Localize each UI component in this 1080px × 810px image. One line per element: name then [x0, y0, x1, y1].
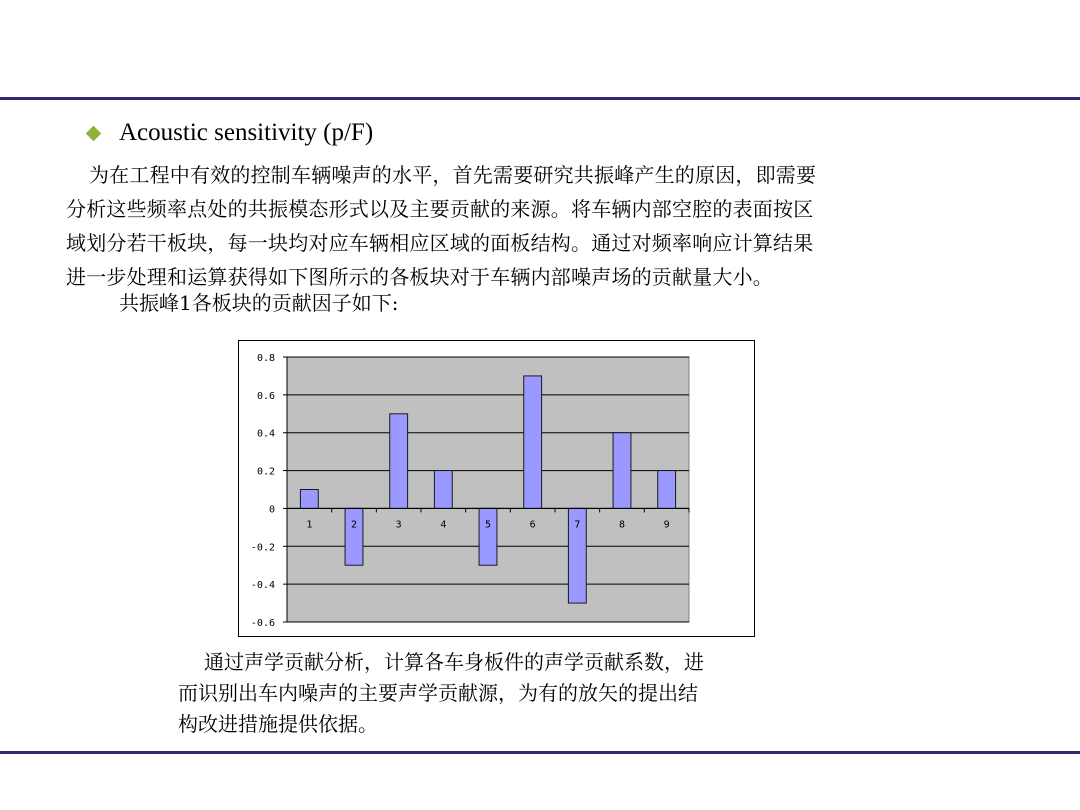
top-rule	[0, 97, 1080, 100]
caption-paragraph	[178, 647, 818, 740]
y-tick-label: 0	[268, 504, 275, 516]
bar	[613, 433, 631, 509]
y-tick-label: -0.2	[250, 542, 275, 554]
slide-heading	[84, 116, 373, 150]
y-tick-label: 0.8	[256, 353, 275, 364]
paragraph-line: 域划分若干板块，每一块均对应车辆相应区域的面板结构。通过对频率响应计算结果	[66, 231, 814, 255]
x-tick-label: 7	[574, 519, 581, 531]
caption-line: 构改进措施提供依据。	[178, 712, 378, 736]
bar	[479, 508, 497, 565]
x-tick-label: 4	[440, 519, 447, 531]
diamond-bullet-icon	[86, 125, 102, 141]
paragraph-line: 进一步处理和运算获得如下图所示的各板块对于车辆内部噪声场的贡献量大小。	[66, 265, 773, 289]
paragraph-line: 为在工程中有效的控制车辆噪声的水平，首先需要研究共振峰产生的原因，即需要	[89, 163, 817, 187]
paragraph-line: 分析这些频率点处的共振模态形式以及主要贡献的来源。将车辆内部空腔的表面按区	[66, 197, 814, 221]
contribution-chart	[238, 340, 755, 637]
x-tick-label: 6	[529, 519, 536, 531]
y-tick-label: -0.4	[250, 580, 275, 592]
y-tick-label: 0.6	[256, 390, 275, 402]
chart-svg	[239, 341, 754, 636]
x-tick-label: 8	[618, 519, 626, 531]
x-tick-label: 9	[663, 519, 670, 531]
y-tick-label: 0.4	[256, 428, 275, 440]
x-tick-label: 5	[484, 519, 492, 531]
heading-text: Acoustic sensitivity (p/F)	[119, 119, 374, 146]
y-tick-label: -0.6	[250, 618, 275, 629]
caption-line: 通过声学贡献分析，计算各车身板件的声学贡献系数，进	[204, 650, 704, 674]
bar	[434, 471, 452, 509]
x-tick-label: 2	[350, 519, 358, 531]
intro-paragraph	[66, 158, 966, 294]
x-tick-label: 1	[306, 519, 313, 531]
chart-subheading: 共振峰1各板块的贡献因子如下:	[119, 291, 399, 315]
x-tick-label: 3	[395, 519, 402, 531]
bar	[300, 490, 318, 509]
bar	[658, 471, 676, 509]
y-tick-label: 0.2	[256, 466, 275, 478]
caption-line: 而识别出车内噪声的主要声学贡献源，为有的放矢的提出结	[178, 681, 698, 705]
bottom-rule	[0, 751, 1080, 754]
bar	[390, 414, 408, 509]
bar	[524, 376, 542, 509]
bar	[345, 508, 363, 565]
